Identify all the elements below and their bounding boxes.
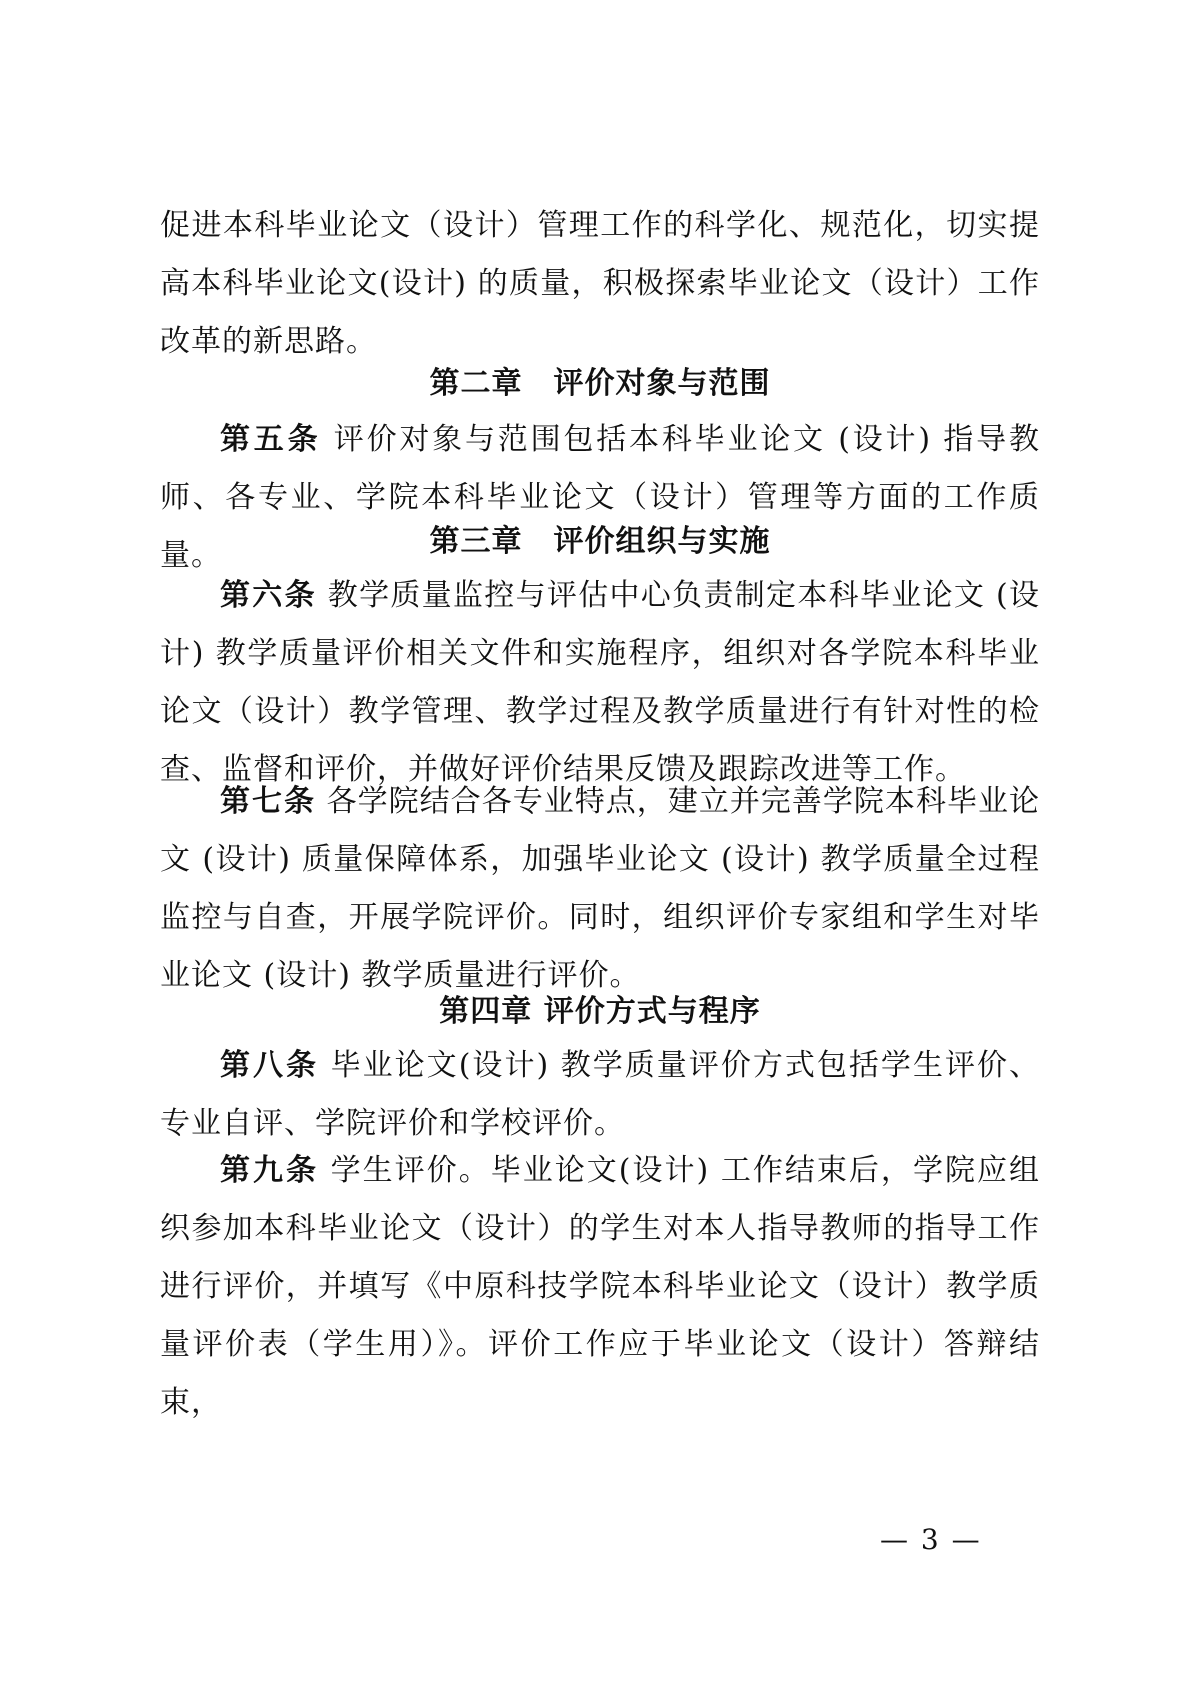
- article-5-label: 第五条: [220, 422, 322, 457]
- article-9-label: 第九条: [220, 1153, 320, 1188]
- article-9: [160, 1142, 1040, 1432]
- article-7: [160, 773, 1040, 1005]
- intro-paragraph: [160, 197, 1040, 371]
- chapter-4-title: 第四章 评价方式与程序: [439, 994, 761, 1029]
- article-7-text: 各学院结合各专业特点，建立并完善学院本科毕业论文 (设计) 质量保障体系，加强毕业论文 (设计) 教学质量全过程监控与自查，开展学院评价。同时，组织评价专家组和学生对毕业论文 (设计) 教学质量进行评价。: [160, 784, 1040, 993]
- article-8-text: 毕业论文(设计) 教学质量评价方式包括学生评价、专业自评、学院评价和学校评价。: [160, 1048, 1040, 1141]
- article-5-text: 评价对象与范围包括本科毕业论文 (设计) 指导教师、各专业、学院本科毕业论文（设计）管理等方面的工作质量。: [160, 422, 1040, 573]
- article-6-label: 第六条: [220, 578, 317, 613]
- page-number: — 3 —: [880, 1523, 982, 1556]
- article-6-text: 教学质量监控与评估中心负责制定本科毕业论文 (设计) 教学质量评价相关文件和实施程序，组织对各学院本科毕业论文（设计）教学管理、教学过程及教学质量进行有针对性的检查、监督和评价，并做好评价结果反馈及跟踪改进等工作。: [160, 578, 1041, 787]
- chapter-2-title: 第二章 评价对象与范围: [429, 366, 771, 401]
- article-8-label: 第八条: [220, 1048, 320, 1083]
- article-8: [160, 1037, 1040, 1153]
- chapter-3-title: 第三章 评价组织与实施: [429, 524, 771, 559]
- article-6: [160, 567, 1040, 799]
- intro-paragraph-text: 促进本科毕业论文（设计）管理工作的科学化、规范化，切实提高本科毕业论文(设计) 的质量，积极探索毕业论文（设计）工作改革的新思路。: [160, 208, 1040, 359]
- article-9-text: 学生评价。毕业论文(设计) 工作结束后，学院应组织参加本科毕业论文（设计）的学生对本人指导教师的指导工作进行评价，并填写《中原科技学院本科毕业论文（设计）教学质量评价表（学生用）》。评价工作应于毕业论文（设计）答辩结束，: [160, 1153, 1040, 1420]
- article-7-label: 第七条: [220, 784, 317, 819]
